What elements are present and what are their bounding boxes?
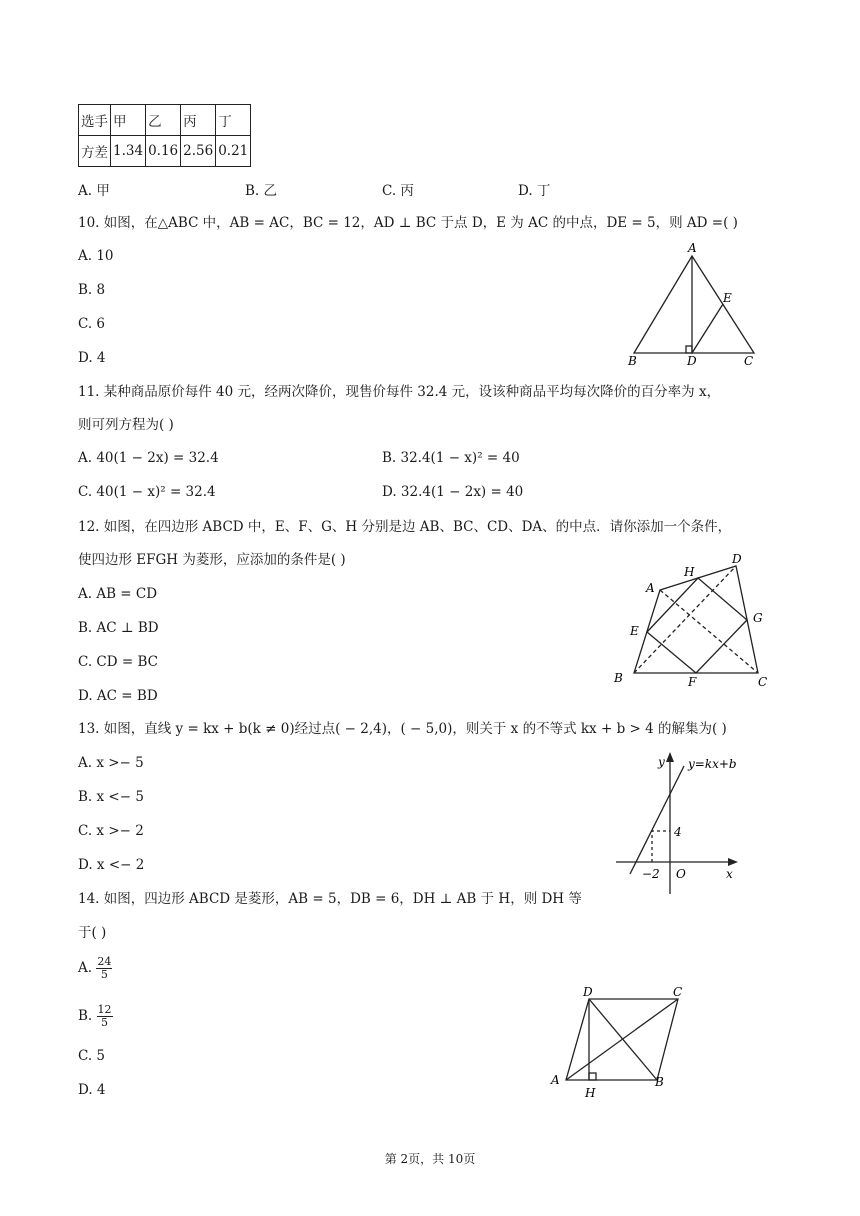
- label-c: C: [744, 354, 754, 368]
- label-f: F: [688, 675, 697, 689]
- label-b: B: [628, 354, 637, 368]
- q12-option-a[interactable]: A. AB = CD: [78, 586, 158, 602]
- q9-option-a[interactable]: A. 甲: [78, 183, 110, 199]
- denominator: 5: [101, 1016, 109, 1029]
- table-header-row: [79, 105, 251, 136]
- q11-option-b[interactable]: B. 32.4(1 − x)² = 40: [382, 450, 520, 466]
- q11-option-d[interactable]: D. 32.4(1 − 2x) = 40: [382, 484, 524, 500]
- y-axis-arrow-icon: [666, 752, 674, 762]
- q14-stem-line1: 14. 如图，四边形 ABCD 是菱形，AB = 5，DB = 6，DH ⊥ AB 于 H，则 DH 等: [78, 891, 582, 907]
- x-tick-label: −2: [642, 867, 660, 881]
- q13-option-d[interactable]: D. x <− 2: [78, 857, 145, 873]
- q12-stem-line1: 12. 如图，在四边形 ABCD 中，E、F、G、H 分别是边 AB、BC、CD、DA、的中点．请你添加一个条件，: [78, 519, 732, 535]
- table-cell: 方差: [79, 136, 111, 167]
- label-h: H: [585, 1086, 596, 1100]
- variance-table: [78, 104, 251, 167]
- label-a: A: [551, 1073, 560, 1087]
- graph-line: [630, 766, 684, 874]
- label-d: D: [687, 354, 697, 368]
- q10-option-c[interactable]: C. 6: [78, 316, 106, 332]
- q13-linear-graph: [612, 748, 762, 898]
- q11-stem-line1: 11. 某种商品原价每件 40 元，经两次降价，现售价每件 32.4 元，设该种商品平均每次降价的百分率为 x，: [78, 384, 721, 400]
- q10-triangle-figure: [620, 240, 770, 370]
- label-e: E: [630, 624, 639, 638]
- table-cell: 0.16: [146, 136, 181, 167]
- q11-option-a[interactable]: A. 40(1 − 2x) = 32.4: [78, 450, 219, 466]
- label-e: E: [723, 291, 732, 305]
- x-axis-arrow-icon: [728, 858, 738, 866]
- fraction: [97, 1004, 113, 1029]
- table-cell: 甲: [111, 105, 146, 136]
- line-equation-label: y=kx+b: [688, 757, 737, 771]
- q13-option-a[interactable]: A. x >− 5: [78, 755, 144, 771]
- q12-quadrilateral-figure: [608, 548, 778, 690]
- table-cell: 2.56: [181, 136, 216, 167]
- y-tick-label: 4: [674, 825, 682, 839]
- x-axis-label: x: [726, 867, 733, 881]
- q14-stem-line2: 于( ): [78, 925, 107, 941]
- q13-option-b[interactable]: B. x <− 5: [78, 789, 144, 805]
- q10-option-a[interactable]: A. 10: [78, 248, 114, 264]
- table-row: [79, 136, 251, 167]
- label-b: B: [614, 671, 623, 685]
- right-angle-mark: [589, 1073, 596, 1080]
- q14-rhombus-figure: [545, 980, 705, 1100]
- table-cell: 丙: [181, 105, 216, 136]
- label-c: C: [673, 985, 683, 999]
- q12-option-d[interactable]: D. AC = BD: [78, 688, 158, 704]
- q11-stem-line2: 则可列方程为( ): [78, 417, 174, 433]
- option-prefix: B.: [78, 1008, 97, 1024]
- label-b: B: [655, 1075, 664, 1089]
- q10-option-d[interactable]: D. 4: [78, 350, 106, 366]
- q14-option-b[interactable]: [78, 1004, 113, 1029]
- table-cell: 选手: [79, 105, 111, 136]
- q13-stem: 13. 如图，直线 y = kx + b(k ≠ 0)经过点( − 2,4)，( − 5,0)，则关于 x 的不等式 kx + b > 4 的解集为( ): [78, 721, 727, 737]
- q10-stem: 10. 如图，在△ABC 中，AB = AC，BC = 12，AD ⊥ BC 于点 D，E 为 AC 的中点，DE = 5，则 AD =( ): [78, 215, 738, 231]
- segment-de: [692, 304, 723, 353]
- q14-option-d[interactable]: D. 4: [78, 1082, 106, 1098]
- option-prefix: A.: [78, 960, 97, 976]
- origin-label: O: [676, 867, 686, 881]
- label-h: H: [684, 565, 695, 579]
- q12-option-c[interactable]: C. CD = BC: [78, 654, 158, 670]
- table-cell: 0.21: [216, 136, 251, 167]
- q12-stem-line2: 使四边形 EFGH 为菱形，应添加的条件是( ): [78, 552, 346, 568]
- label-g: G: [753, 611, 763, 625]
- page-footer: 第 2页，共 10页: [384, 1152, 476, 1166]
- q14-option-c[interactable]: C. 5: [78, 1048, 106, 1064]
- right-angle-mark: [686, 346, 692, 353]
- q11-option-c[interactable]: C. 40(1 − x)² = 32.4: [78, 484, 216, 500]
- q13-option-c[interactable]: C. x >− 2: [78, 823, 144, 839]
- q9-option-b[interactable]: B. 乙: [245, 183, 278, 199]
- table-cell: 乙: [146, 105, 181, 136]
- numerator: 24: [97, 955, 112, 968]
- label-d: D: [583, 985, 593, 999]
- table-cell: 1.34: [111, 136, 146, 167]
- denominator: 5: [100, 968, 108, 981]
- q10-option-b[interactable]: B. 8: [78, 282, 106, 298]
- label-d: D: [732, 552, 742, 566]
- q9-option-d[interactable]: D. 丁: [518, 183, 551, 199]
- dashed-guide: [652, 831, 670, 862]
- label-c: C: [758, 675, 768, 689]
- numerator: 12: [97, 1003, 112, 1016]
- table-cell: 丁: [216, 105, 251, 136]
- q14-option-a[interactable]: [78, 956, 112, 981]
- label-a: A: [646, 581, 655, 595]
- triangle-abc: [634, 256, 754, 353]
- fraction: [96, 956, 112, 981]
- diagonal-ac: [566, 999, 678, 1080]
- label-a: A: [688, 241, 697, 255]
- q9-option-c[interactable]: C. 丙: [382, 183, 414, 199]
- y-axis-label: y: [658, 755, 665, 769]
- q12-option-b[interactable]: B. AC ⊥ BD: [78, 620, 159, 636]
